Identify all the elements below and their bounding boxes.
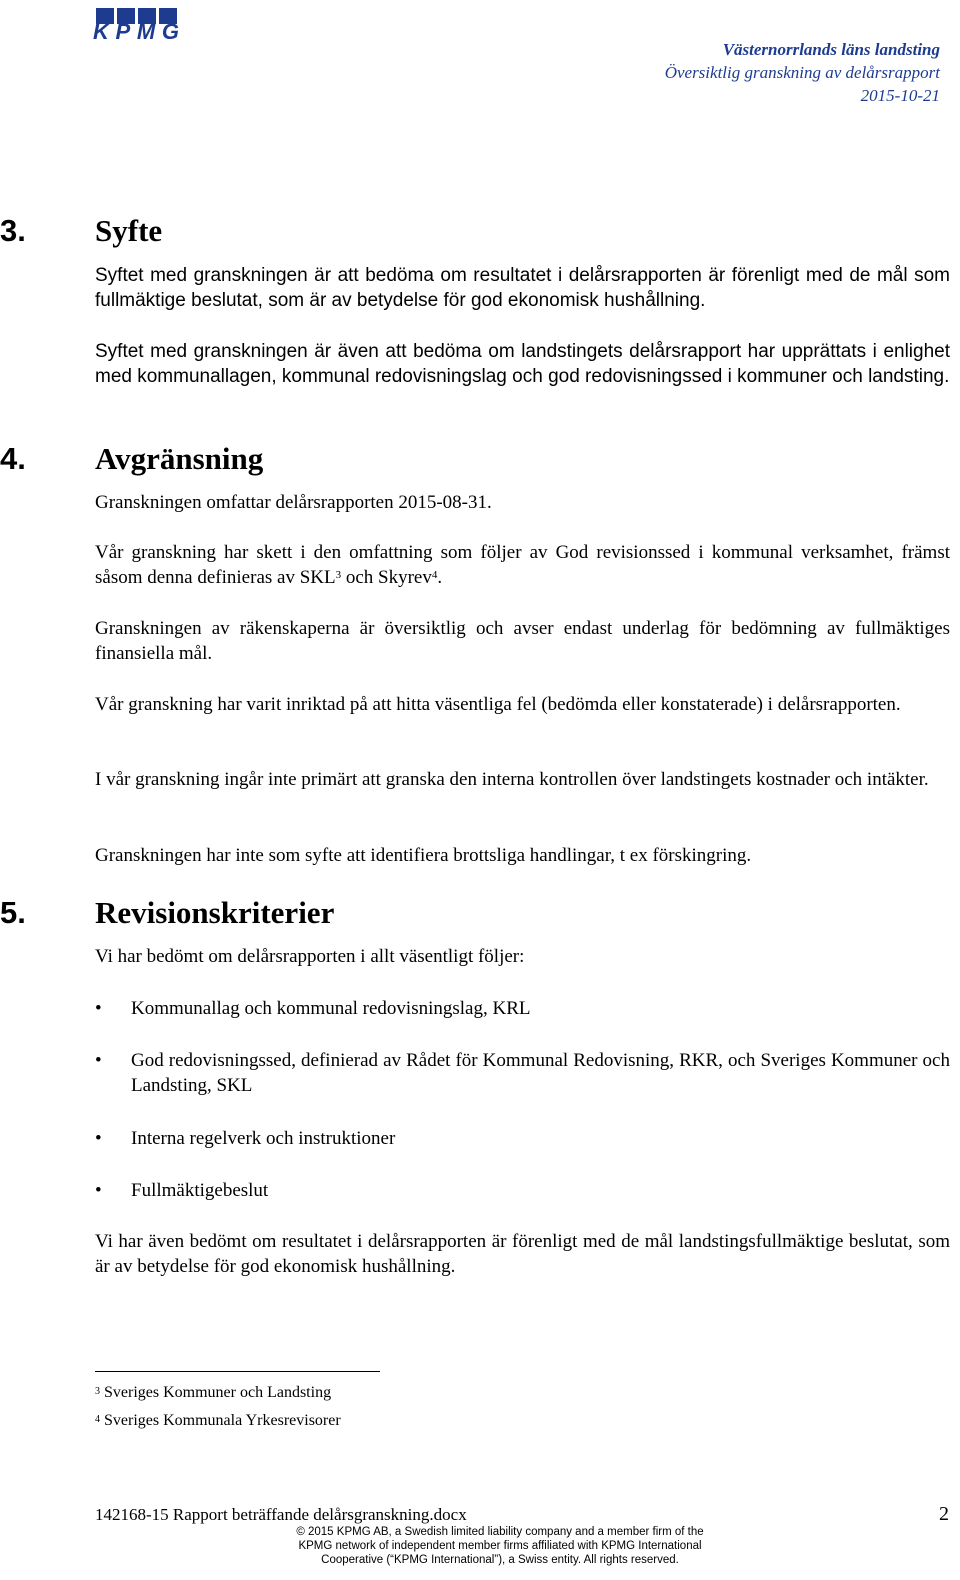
copyright-line-1: © 2015 KPMG AB, a Swedish limited liability company and a member firm of the bbox=[296, 1526, 704, 1538]
logo-wordmark: KPMG bbox=[93, 19, 179, 42]
footnote-divider bbox=[95, 1371, 380, 1372]
paragraph-text: Vår granskning har skett i den omfattning som följer av God revisionssed i kommunal verksamhet, främst såsom denna definieras av SKL bbox=[95, 542, 950, 588]
section-4-paragraph-3: Granskningen av räkenskaperna är översiktlig och avser endast underlag för bedömning av fullmäktiges finansiella mål. bbox=[95, 618, 950, 664]
section-4-paragraph-6: Granskningen har inte som syfte att identifiera brottsliga handlingar, t ex förskingring. bbox=[95, 845, 752, 866]
section-4-paragraph-1: Granskningen omfattar delårsrapporten 2015-08-31. bbox=[95, 492, 492, 513]
list-item-text: Interna regelverk och instruktioner bbox=[131, 1128, 396, 1149]
paragraph-text: och Skyrev bbox=[341, 567, 432, 588]
footnote-ref-4[interactable]: 4 bbox=[431, 569, 438, 581]
section-3-paragraph-1: Syftet med granskningen är att bedöma om resultatet i delårsrapporten är förenligt med de mål som fullmäktige beslutat, som är av betydelse för god ekonomisk hushållning. bbox=[95, 265, 950, 311]
copyright-line-2: KPMG network of independent member firms affiliated with KPMG International bbox=[298, 1540, 702, 1552]
section-3-number: 3. bbox=[0, 213, 26, 248]
page-number: 2 bbox=[939, 1503, 949, 1525]
kpmg-logo-mark bbox=[90, 6, 184, 42]
footnote-number: 3 bbox=[95, 1386, 100, 1397]
paragraph-text: . bbox=[437, 567, 443, 588]
footnote-text: Sveriges Kommunala Yrkesrevisorer bbox=[104, 1412, 341, 1429]
section-4-paragraph-2 bbox=[95, 540, 950, 590]
section-4-number: 4. bbox=[0, 441, 26, 476]
list-item-text: Kommunallag och kommunal redovisningslag, KRL bbox=[131, 998, 531, 1019]
copyright-line-3: Cooperative (“KPMG International”), a Swiss entity. All rights reserved. bbox=[321, 1554, 679, 1566]
bullet-icon: • bbox=[95, 1128, 102, 1149]
header-date: 2015-10-21 bbox=[860, 86, 940, 105]
section-5-closing: Vi har även bedömt om resultatet i delårsrapporten är förenligt med de mål landstingsfullmäktige beslutat, som är av betydelse för god ekonomisk hushållning. bbox=[95, 1231, 950, 1277]
header-client: Västernorrlands läns landsting bbox=[722, 40, 940, 59]
bullet-icon: • bbox=[95, 998, 102, 1019]
footnote-number: 4 bbox=[95, 1414, 100, 1425]
footnote-ref-3[interactable]: 3 bbox=[335, 569, 342, 581]
section-5-number: 5. bbox=[0, 895, 26, 930]
section-4-paragraph-5: I vår granskning ingår inte primärt att granska den interna kontrollen över landstingets kostnader och intäkter. bbox=[95, 769, 929, 790]
header-report-title: Översiktlig granskning av delårsrapport bbox=[664, 63, 940, 82]
section-4-paragraph-4: Vår granskning har varit inriktad på att hitta väsentliga fel (bedömda eller konstaterade) i delårsrapporten. bbox=[95, 694, 901, 715]
bullet-icon: • bbox=[95, 1050, 102, 1071]
footnote-text: Sveriges Kommuner och Landsting bbox=[104, 1384, 332, 1401]
list-item-text: God redovisningssed, definierad av Rådet för Kommunal Redovisning, RKR, och Sveriges Kommuner och Landsting, SKL bbox=[131, 1050, 950, 1096]
section-3-title: Syfte bbox=[95, 213, 163, 248]
footer-doc-ref: 142168-15 Rapport beträffande delårsgranskning.docx bbox=[95, 1505, 467, 1524]
list-item-text: Fullmäktigebeslut bbox=[131, 1180, 269, 1201]
footnote-4 bbox=[95, 1411, 341, 1431]
section-4-title: Avgränsning bbox=[95, 441, 264, 476]
bullet-icon: • bbox=[95, 1180, 102, 1201]
section-5-title: Revisionskriterier bbox=[95, 895, 335, 930]
kpmg-logo bbox=[90, 6, 184, 42]
footnote-3 bbox=[95, 1383, 331, 1403]
section-5-intro: Vi har bedömt om delårsrapporten i allt väsentligt följer: bbox=[95, 946, 525, 967]
section-3-paragraph-2: Syftet med granskningen är även att bedöma om landstingets delårsrapport har upprättats i enlighet med kommunallagen, kommunal redovisningslag och god redovisningssed i kommuner och landsting. bbox=[95, 341, 950, 387]
